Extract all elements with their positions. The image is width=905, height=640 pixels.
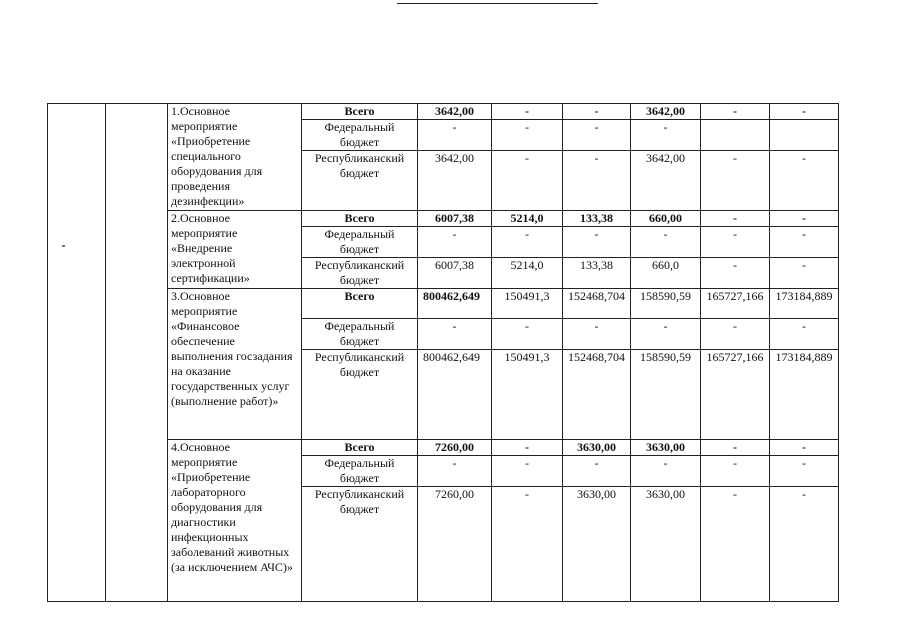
value-cell: 152468,704: [563, 289, 631, 319]
funding-source: Федеральный бюджет: [302, 456, 418, 487]
value-cell: -: [631, 456, 701, 487]
value-cell: 3630,00: [563, 487, 631, 602]
funding-source: Всего: [302, 289, 418, 319]
value-cell: -: [492, 104, 563, 120]
value-cell: 152468,704: [563, 350, 631, 440]
value-cell: 3642,00: [631, 151, 701, 211]
value-cell: 660,00: [631, 211, 701, 227]
value-cell: 150491,3: [492, 350, 563, 440]
value-cell: -: [492, 487, 563, 602]
value-cell: 3642,00: [631, 104, 701, 120]
value-cell: -: [492, 227, 563, 258]
value-cell: -: [770, 258, 839, 289]
value-cell: -: [770, 456, 839, 487]
value-cell: -: [770, 440, 839, 456]
funding-source: Федеральный бюджет: [302, 227, 418, 258]
value-cell: 800462,649: [418, 350, 492, 440]
table-row: [48, 104, 839, 120]
value-cell: -: [701, 258, 770, 289]
value-cell: 800462,649: [418, 289, 492, 319]
value-cell: -: [701, 227, 770, 258]
value-cell: 3642,00: [418, 151, 492, 211]
value-cell: -: [563, 456, 631, 487]
value-cell: 133,38: [563, 258, 631, 289]
value-cell: -: [701, 211, 770, 227]
value-cell: 158590,59: [631, 289, 701, 319]
value-cell: 173184,889: [770, 350, 839, 440]
value-cell: 5214,0: [492, 258, 563, 289]
value-cell: -: [563, 151, 631, 211]
funding-source: Республиканский бюджет: [302, 258, 418, 289]
value-cell: 133,38: [563, 211, 631, 227]
value-cell: 150491,3: [492, 289, 563, 319]
value-cell: -: [631, 120, 701, 151]
empty-column-2: [106, 104, 168, 602]
value-cell: -: [563, 120, 631, 151]
value-cell: -: [492, 151, 563, 211]
value-cell: -: [492, 120, 563, 151]
value-cell: -: [701, 151, 770, 211]
empty-column-1: [48, 104, 106, 602]
value-cell: -: [418, 227, 492, 258]
value-cell: 5214,0: [492, 211, 563, 227]
value-cell: -: [418, 319, 492, 350]
value-cell: -: [563, 227, 631, 258]
funding-source: Федеральный бюджет: [302, 319, 418, 350]
activity-name: 3.Основное мероприятие «Финансовое обеспечение выполнения госзадания на оказание государственных услуг (выполнение работ)»: [168, 289, 302, 440]
activity-name: 2.Основное мероприятие «Внедрение электронной сертификации»: [168, 211, 302, 289]
value-cell: 165727,166: [701, 289, 770, 319]
value-cell: -: [701, 487, 770, 602]
value-cell: -: [492, 456, 563, 487]
value-cell: 6007,38: [418, 258, 492, 289]
value-cell: 3630,00: [631, 487, 701, 602]
value-cell: -: [770, 211, 839, 227]
value-cell: -: [563, 319, 631, 350]
funding-source: Республиканский бюджет: [302, 350, 418, 440]
value-cell: -: [418, 456, 492, 487]
value-cell: 3630,00: [631, 440, 701, 456]
value-cell: -: [701, 319, 770, 350]
value-cell: 3642,00: [418, 104, 492, 120]
value-cell: 165727,166: [701, 350, 770, 440]
value-cell: 7260,00: [418, 487, 492, 602]
value-cell: 7260,00: [418, 440, 492, 456]
value-cell: -: [631, 319, 701, 350]
value-cell: -: [563, 104, 631, 120]
value-cell: 3630,00: [563, 440, 631, 456]
value-cell: -: [701, 456, 770, 487]
budget-table: [47, 103, 839, 602]
value-cell: -: [701, 440, 770, 456]
funding-source: Республиканский бюджет: [302, 151, 418, 211]
funding-source: Республиканский бюджет: [302, 487, 418, 602]
activity-name: 1.Основное мероприятие «Приобретение специального оборудования для проведения дезинфекции»: [168, 104, 302, 211]
value-cell: -: [631, 227, 701, 258]
value-cell: -: [492, 319, 563, 350]
activity-name: 4.Основное мероприятие «Приобретение лабораторного оборудования для диагностики инфекционных заболеваний животных (за исключением АЧС)»: [168, 440, 302, 602]
value-cell: -: [770, 151, 839, 211]
funding-source: Федеральный бюджет: [302, 120, 418, 151]
funding-source: Всего: [302, 440, 418, 456]
value-cell: -: [770, 227, 839, 258]
value-cell: 660,0: [631, 258, 701, 289]
value-cell: -: [701, 104, 770, 120]
value-cell: -: [770, 319, 839, 350]
value-cell: 173184,889: [770, 289, 839, 319]
value-cell: [701, 120, 770, 151]
value-cell: -: [492, 440, 563, 456]
top-rule: [397, 3, 598, 4]
value-cell: 158590,59: [631, 350, 701, 440]
value-cell: -: [770, 104, 839, 120]
funding-source: Всего: [302, 211, 418, 227]
value-cell: -: [770, 487, 839, 602]
funding-source: Всего: [302, 104, 418, 120]
value-cell: -: [418, 120, 492, 151]
value-cell: [770, 120, 839, 151]
value-cell: 6007,38: [418, 211, 492, 227]
